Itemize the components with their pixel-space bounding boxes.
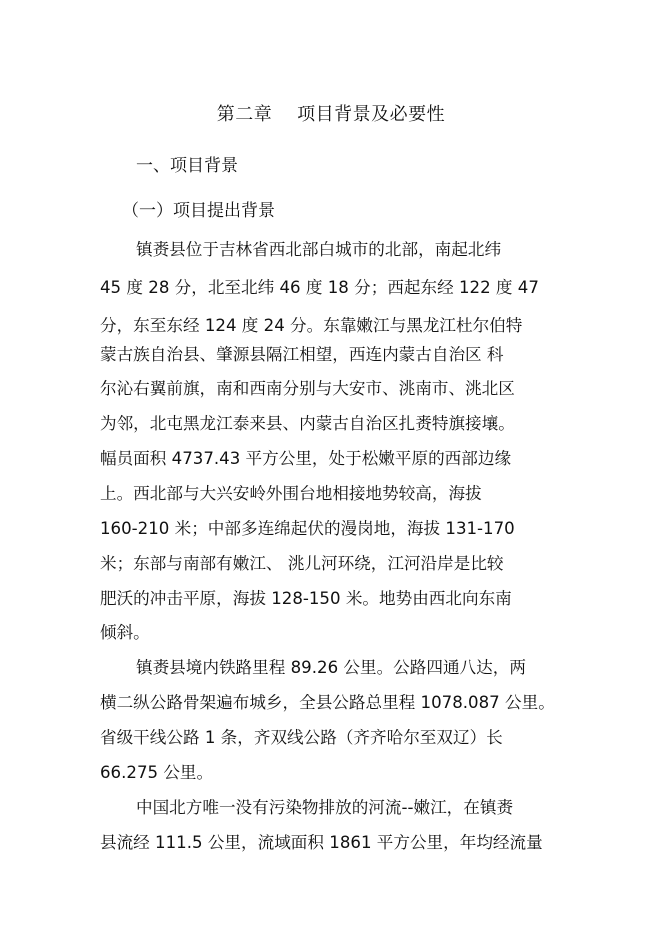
text-line: 为邻，北屯黑龙江泰来县、内蒙古自治区扎赉特旗接壤。 <box>100 414 515 433</box>
text-line: 分，东至东经 124 度 24 分。东靠嫩江与黑龙江杜尔伯特 <box>100 316 523 335</box>
section-heading: 一、项目背景 <box>136 156 238 176</box>
text-line: 镇赉县境内铁路里程 89.26 公里。公路四通八达，两 <box>136 658 526 677</box>
text-line: 160-210 米；中部多连绵起伏的漫岗地，海拔 131-170 <box>100 519 515 538</box>
subsection-heading: （一）项目提出背景 <box>122 201 275 221</box>
text-line: 蒙古族自治县、肇源县隔江相望，西连内蒙古自治区 科 <box>100 345 504 364</box>
text-line: 45 度 28 分，北至北纬 46 度 18 分；西起东经 122 度 47 <box>100 278 539 297</box>
chapter-title: 第二章 项目背景及必要性 <box>216 104 446 125</box>
text-line: 幅员面积 4737.43 平方公里，处于松嫩平原的西部边缘 <box>100 449 512 468</box>
text-line: 上。西北部与大兴安岭外围台地相接地势较高，海拔 <box>100 484 482 503</box>
text-line: 省级干线公路 1 条，齐双线公路（齐齐哈尔至双辽）长 <box>100 728 503 747</box>
text-line: 66.275 公里。 <box>100 763 214 782</box>
text-line: 横二纵公路骨架遍布城乡，全县公路总里程 1078.087 公里。 <box>100 693 555 712</box>
text-line: 米；东部与南部有嫩江、 洮儿河环绕，江河沿岸是比较 <box>100 554 504 573</box>
text-line: 镇赉县位于吉林省西北部白城市的北部，南起北纬 <box>136 240 502 259</box>
text-line: 县流经 111.5 公里，流域面积 1861 平方公里，年均经流量 <box>100 833 543 852</box>
text-line: 中国北方唯一没有污染物排放的河流--嫩江，在镇赉 <box>136 798 514 817</box>
text-line: 尔沁右翼前旗，南和西南分别与大安市、洮南市、洮北区 <box>100 379 515 398</box>
text-line: 倾斜。 <box>100 623 150 642</box>
text-line: 肥沃的冲击平原，海拔 128-150 米。地势由西北向东南 <box>100 589 512 608</box>
